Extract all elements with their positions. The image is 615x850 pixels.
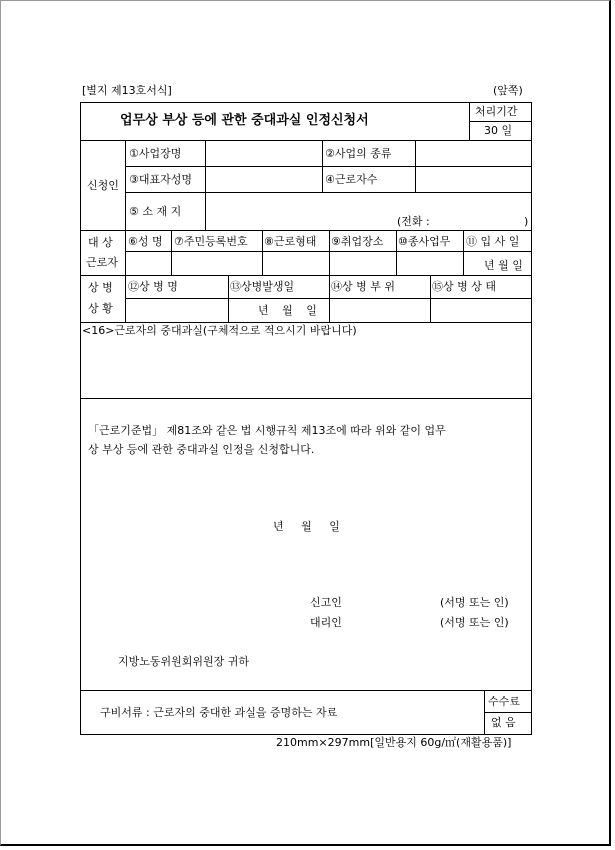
form-title: 업무상 부상 등에 관한 중대과실 인정신청서 (120, 113, 369, 128)
fee-value: 없 음 (491, 716, 516, 729)
applicant-right-label-col (415, 140, 416, 192)
injury-col-1 (228, 275, 229, 322)
table-border-top (80, 102, 532, 103)
worker-col-2 (262, 230, 263, 275)
disease-name-label: ⑫상 병 명 (128, 280, 178, 293)
table-border-right (531, 102, 532, 734)
phone-close: ) (524, 215, 529, 228)
table-border-bottom (80, 734, 532, 735)
applicant-row1-bottom (125, 166, 532, 167)
injury-section-bottom (80, 322, 532, 323)
applicant-section-label: 신청인 (87, 179, 119, 192)
footer-row-top (80, 690, 532, 691)
join-date-label: ⑪ 입 사 일 (466, 235, 520, 248)
resident-number-label: ⑦주민등록번호 (174, 235, 248, 248)
page-side-label: (앞쪽) (493, 84, 523, 97)
worker-col-5 (463, 230, 464, 275)
business-type-label: ②사업의 종류 (325, 147, 392, 160)
representative-label: ③대표자성명 (129, 173, 192, 186)
worker-col-3 (329, 230, 330, 275)
attachments: 구비서류 : 근로자의 중대한 과실을 증명하는 자료 (100, 706, 338, 719)
paper-spec: 210mm×297mm[일반용지 60g/㎡(재활용품)] (276, 736, 512, 749)
injury-section-label-2: 상 황 (88, 302, 113, 315)
phone-label: (전화 : (397, 215, 430, 228)
reporter-signature: (서명 또는 인) (440, 596, 509, 609)
injury-col-2 (329, 275, 330, 322)
worker-section-bottom (80, 275, 532, 276)
injury-section-label-1: 상 병 (88, 281, 113, 294)
job-label: ⑩종사업무 (398, 235, 451, 248)
onset-date-placeholder: 년 월 일 (258, 304, 317, 317)
form-number: [별지 제13호서식] (82, 84, 172, 97)
negligence-section-bottom (80, 398, 532, 399)
statement-line-1: 「근로기준법」 제81조와 같은 법 시행규칙 제13조에 따라 위와 같이 업무 (88, 424, 446, 437)
business-name-label: ①사업장명 (129, 147, 182, 160)
fee-divider (484, 712, 532, 713)
worker-section-label-2: 근로자 (86, 256, 118, 269)
injury-col-3 (430, 275, 431, 322)
injury-status-label: ⑮상 병 상 태 (432, 280, 496, 293)
applicant-row2-bottom (125, 192, 532, 193)
join-date-placeholder: 년 월 일 (484, 259, 523, 272)
section-label-divider (125, 140, 126, 322)
worker-name-label: ⑥성 명 (128, 235, 163, 248)
worker-col-1 (171, 230, 172, 275)
title-row-bottom (80, 140, 532, 141)
worker-section-label-1: 대 상 (88, 236, 113, 249)
body-part-label: ⑭상 병 부 위 (331, 280, 395, 293)
application-date: 년 월 일 (273, 520, 340, 533)
applicant-section-bottom (80, 230, 532, 231)
onset-date-label: ⑬상병발생일 (230, 280, 295, 293)
fee-label: 수수료 (488, 695, 520, 708)
addressee: 지방노동위원회위원장 귀하 (118, 655, 250, 668)
worker-col-4 (396, 230, 397, 275)
processing-divider (469, 121, 532, 122)
address-label: ⑤ 소 재 지 (129, 205, 182, 218)
applicant-label-col (205, 140, 206, 230)
negligence-label: <16>근로자의 중대과실(구체적으로 적으시기 바랍니다) (82, 324, 357, 337)
reporter-label: 신고인 (310, 596, 342, 609)
worker-count-label: ④근로자수 (325, 173, 378, 186)
agent-label: 대리인 (310, 616, 342, 629)
workplace-label: ⑨취업장소 (331, 235, 384, 248)
table-border-left (80, 102, 81, 734)
agent-signature: (서명 또는 인) (440, 616, 509, 629)
applicant-mid-col (322, 140, 323, 192)
statement-line-2: 상 부상 등에 관한 중대과실 인정을 신청합니다. (88, 443, 315, 456)
processing-period-label: 처리기간 (475, 105, 518, 118)
employment-type-label: ⑧근로형태 (264, 235, 317, 248)
processing-period-value: 30 일 (484, 124, 513, 137)
